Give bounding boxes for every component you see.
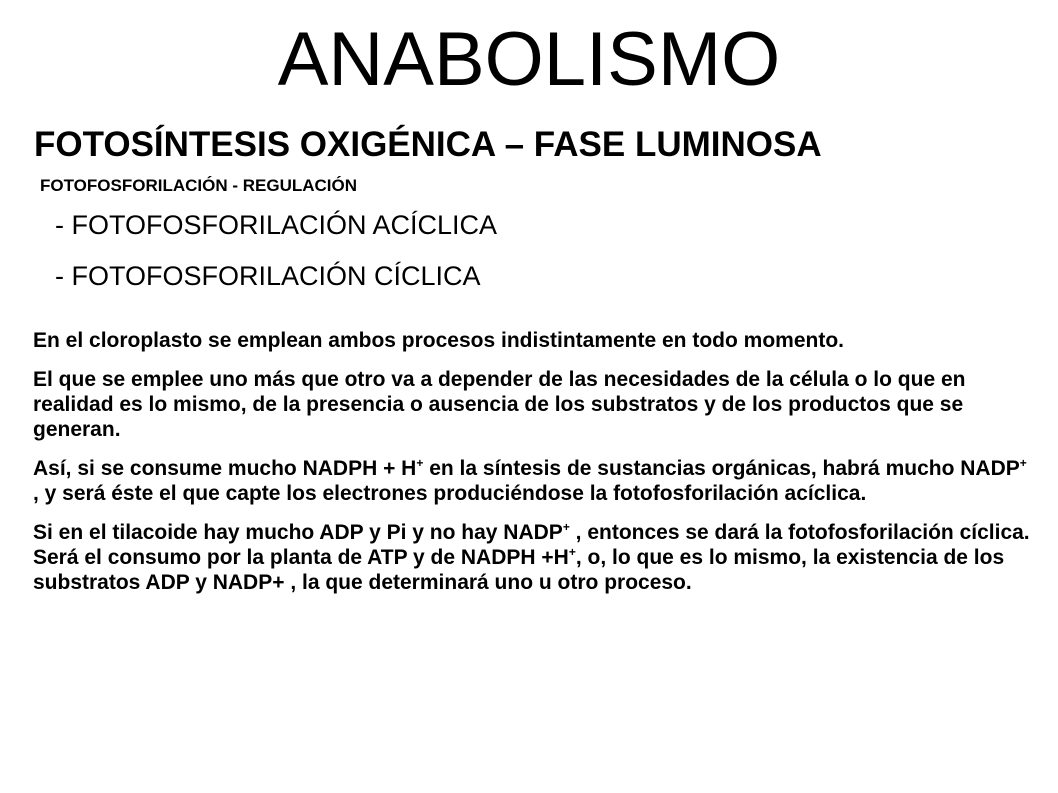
paragraph-3-part-a: Así, si se consume mucho NADPH + H: [33, 457, 417, 480]
paragraph-4-part-a: Si en el tilacoide hay mucho ADP y Pi y no hay NADP: [33, 521, 563, 544]
list-item-aciclica: - FOTOFOSFORILACIÓN ACÍCLICA: [55, 210, 498, 240]
section-subheading: FOTOFOSFORILACIÓN - REGULACIÓN: [40, 176, 358, 195]
body-text: [33, 328, 1033, 595]
superscript-plus: +: [568, 545, 576, 559]
paragraph-4-part-b: , entonces se dará la fotofosforilación cíclica. Será el consumo por la planta de ATP y de NADPH +H: [33, 521, 1030, 569]
superscript-plus: +: [416, 456, 424, 470]
paragraph-3: [33, 456, 1033, 506]
slide-title: ANABOLISMO: [277, 17, 781, 102]
superscript-plus: +: [1019, 456, 1027, 470]
superscript-plus: +: [562, 520, 570, 534]
paragraph-3-part-b: en la síntesis de sustancias orgánicas, habrá mucho NADP: [423, 457, 1020, 480]
list-item-ciclica: - FOTOFOSFORILACIÓN CÍCLICA: [55, 261, 481, 291]
paragraph-3-part-c: , y será éste el que capte los electrones produciéndose la fotofosforilación acíclica.: [33, 482, 867, 505]
paragraph-2: El que se emplee uno más que otro va a depender de las necesidades de la célula o lo que en realidad es lo mismo, de la presencia o ausencia de los substratos y de los productos que se generan.: [33, 368, 966, 441]
paragraph-4-part-c: , o, lo que es lo mismo, la existencia de los substratos ADP y NADP+ , la que determinará uno u otro proceso.: [33, 546, 1005, 594]
paragraph-1: En el cloroplasto se emplean ambos procesos indistintamente en todo momento.: [33, 329, 844, 352]
section-heading: FOTOSÍNTESIS OXIGÉNICA – FASE LUMINOSA: [34, 125, 822, 164]
paragraph-4: [33, 520, 1033, 595]
